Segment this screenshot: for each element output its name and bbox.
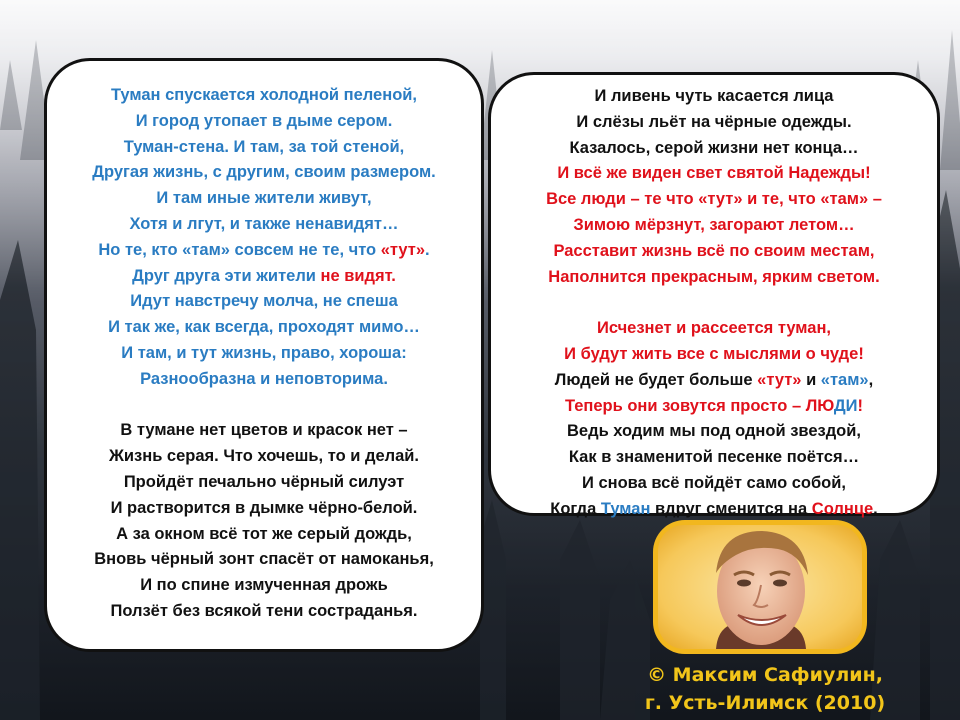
poem-line	[491, 342, 937, 368]
poem-line	[491, 265, 937, 291]
poem-line-segment: Разнообразна и неповторима.	[140, 369, 388, 388]
poem-line	[47, 315, 481, 341]
right-poem-panel	[488, 72, 940, 516]
poem-line-segment: И там иные жители живут,	[156, 189, 372, 208]
left-stanza-2	[47, 418, 481, 624]
poem-line	[47, 470, 481, 496]
stanza-gap	[491, 290, 937, 316]
poem-line-segment: Солнце	[811, 499, 874, 518]
poem-line	[47, 547, 481, 573]
poem-line	[47, 496, 481, 522]
poem-line	[47, 264, 481, 290]
poem-line	[47, 186, 481, 212]
poem-line	[491, 445, 937, 471]
poem-line-segment: Идут навстречу молча, не спеша	[130, 292, 398, 311]
poem-line	[47, 341, 481, 367]
poem-line-segment: Расставит жизнь всё по своим местам,	[553, 241, 875, 260]
poem-line-segment: Другая жизнь, с другим, своим размером.	[92, 163, 436, 182]
poem-line-segment: !	[857, 396, 864, 415]
poem-line-segment: Ползёт без всякой тени состраданья.	[110, 601, 418, 620]
poem-line-segment: Туман спускается холодной пеленой,	[110, 86, 417, 104]
poem-line-segment: Ведь ходим мы под одной звездой,	[567, 422, 861, 441]
poem-line-segment: ЛЮ	[805, 396, 834, 415]
poem-line	[47, 83, 481, 109]
poem-line-segment: «тут»	[380, 240, 426, 259]
poem-line-segment: вдруг сменится на	[650, 499, 812, 518]
poem-line-segment: «там»	[820, 370, 869, 389]
poem-line-segment: «тут»	[757, 370, 802, 389]
stanza-gap	[47, 393, 481, 419]
poem-line	[47, 599, 481, 625]
poem-line	[491, 161, 937, 187]
poem-line	[491, 394, 937, 420]
poem-line-segment: Хотя и лгут, и также ненавидят…	[129, 214, 399, 233]
poem-line-segment: И растворится в дымке чёрно-белой.	[110, 498, 418, 517]
poem-line	[491, 239, 937, 265]
poem-line-segment: Как в знаменитой песенке поётся…	[568, 448, 860, 467]
poem-line-segment: Жизнь серая. Что хочешь, то и делай.	[108, 447, 420, 466]
poem-line-segment: Казалось, серой жизни нет конца…	[569, 138, 859, 157]
poem-line-segment: А за окном всё тот же серый дождь,	[116, 524, 412, 543]
poem-line	[47, 160, 481, 186]
poem-line-segment: Людей не будет больше	[554, 370, 758, 389]
poem-line-segment: Зимою мёрзнут, загорают летом…	[573, 215, 855, 234]
poem-line	[491, 368, 937, 394]
poem-line	[491, 187, 937, 213]
poem-line	[491, 84, 937, 110]
poem-line	[491, 497, 937, 523]
poem-line-segment: Когда	[550, 499, 601, 518]
poem-line-segment: и	[801, 370, 821, 389]
poem-line-segment: И снова всё пойдёт само собой,	[582, 473, 846, 492]
poem-line-segment: И город утопает в дыме сером.	[135, 111, 393, 130]
poem-line	[47, 135, 481, 161]
author-credit-place-year: г. Усть-Илимск (2010)	[644, 692, 886, 714]
poem-line	[47, 573, 481, 599]
poem-line	[47, 367, 481, 393]
poem-line-segment: И по спине измученная дрожь	[140, 576, 388, 595]
author-credit-name: © Максим Сафиулин,	[647, 664, 883, 686]
right-stanza-2	[491, 316, 937, 522]
poem-line-segment: Наполнится прекрасным, ярким светом.	[548, 267, 880, 286]
poem-line-segment: ДИ	[833, 396, 858, 415]
author-photo-frame	[653, 520, 867, 654]
poem-line	[491, 213, 937, 239]
poem-line	[491, 419, 937, 445]
poem-line	[491, 136, 937, 162]
poem-line-segment: Исчезнет и рассеется туман,	[596, 319, 832, 338]
poem-line-segment: Вновь чёрный зонт спасёт от намоканья,	[94, 550, 434, 569]
poem-line-segment: Туман	[600, 499, 651, 518]
right-stanza-1	[491, 84, 937, 290]
poem-line-segment: И там, и тут жизнь, право, хороша:	[121, 343, 407, 362]
poem-line-segment: Но те, кто «там» совсем не те, что	[98, 240, 381, 259]
poem-line	[47, 418, 481, 444]
poem-line-segment: И всё же виден свет святой Надежды!	[557, 164, 871, 183]
poem-line	[491, 471, 937, 497]
poem-line-segment: .	[873, 499, 878, 518]
poem-line	[47, 444, 481, 470]
poem-line-segment: Пройдёт печально чёрный силуэт	[123, 472, 405, 491]
poem-line-segment: Туман-стена. И там, за той стеной,	[123, 137, 405, 156]
author-portrait-photo	[658, 525, 862, 649]
poem-line-segment: .	[425, 240, 430, 259]
poem-line-segment: ,	[868, 370, 874, 389]
poem-line	[47, 212, 481, 238]
poem-line-segment: Друг друга эти жители	[132, 266, 321, 285]
poem-line	[47, 289, 481, 315]
poem-line-segment: И ливень чуть касается лица	[594, 87, 834, 105]
poem-line	[47, 109, 481, 135]
poem-line	[491, 316, 937, 342]
poem-line-segment: не видят.	[320, 266, 396, 285]
poem-line-segment: И будут жить все с мыслями о чуде!	[564, 344, 864, 363]
poem-line-segment: Все люди – те что «тут» и те, что «там» –	[546, 190, 882, 209]
left-stanza-1	[47, 83, 481, 393]
poem-line-segment: Теперь они зовутся просто –	[564, 396, 806, 415]
poem-line-segment: И слёзы льёт на чёрные одежды.	[576, 112, 852, 131]
poem-line-segment: В тумане нет цветов и красок нет –	[120, 421, 408, 440]
left-poem-panel	[44, 58, 484, 652]
poem-line	[47, 238, 481, 264]
poem-line	[491, 110, 937, 136]
poem-line-segment: И так же, как всегда, проходят мимо…	[108, 318, 420, 337]
poem-line	[47, 522, 481, 548]
